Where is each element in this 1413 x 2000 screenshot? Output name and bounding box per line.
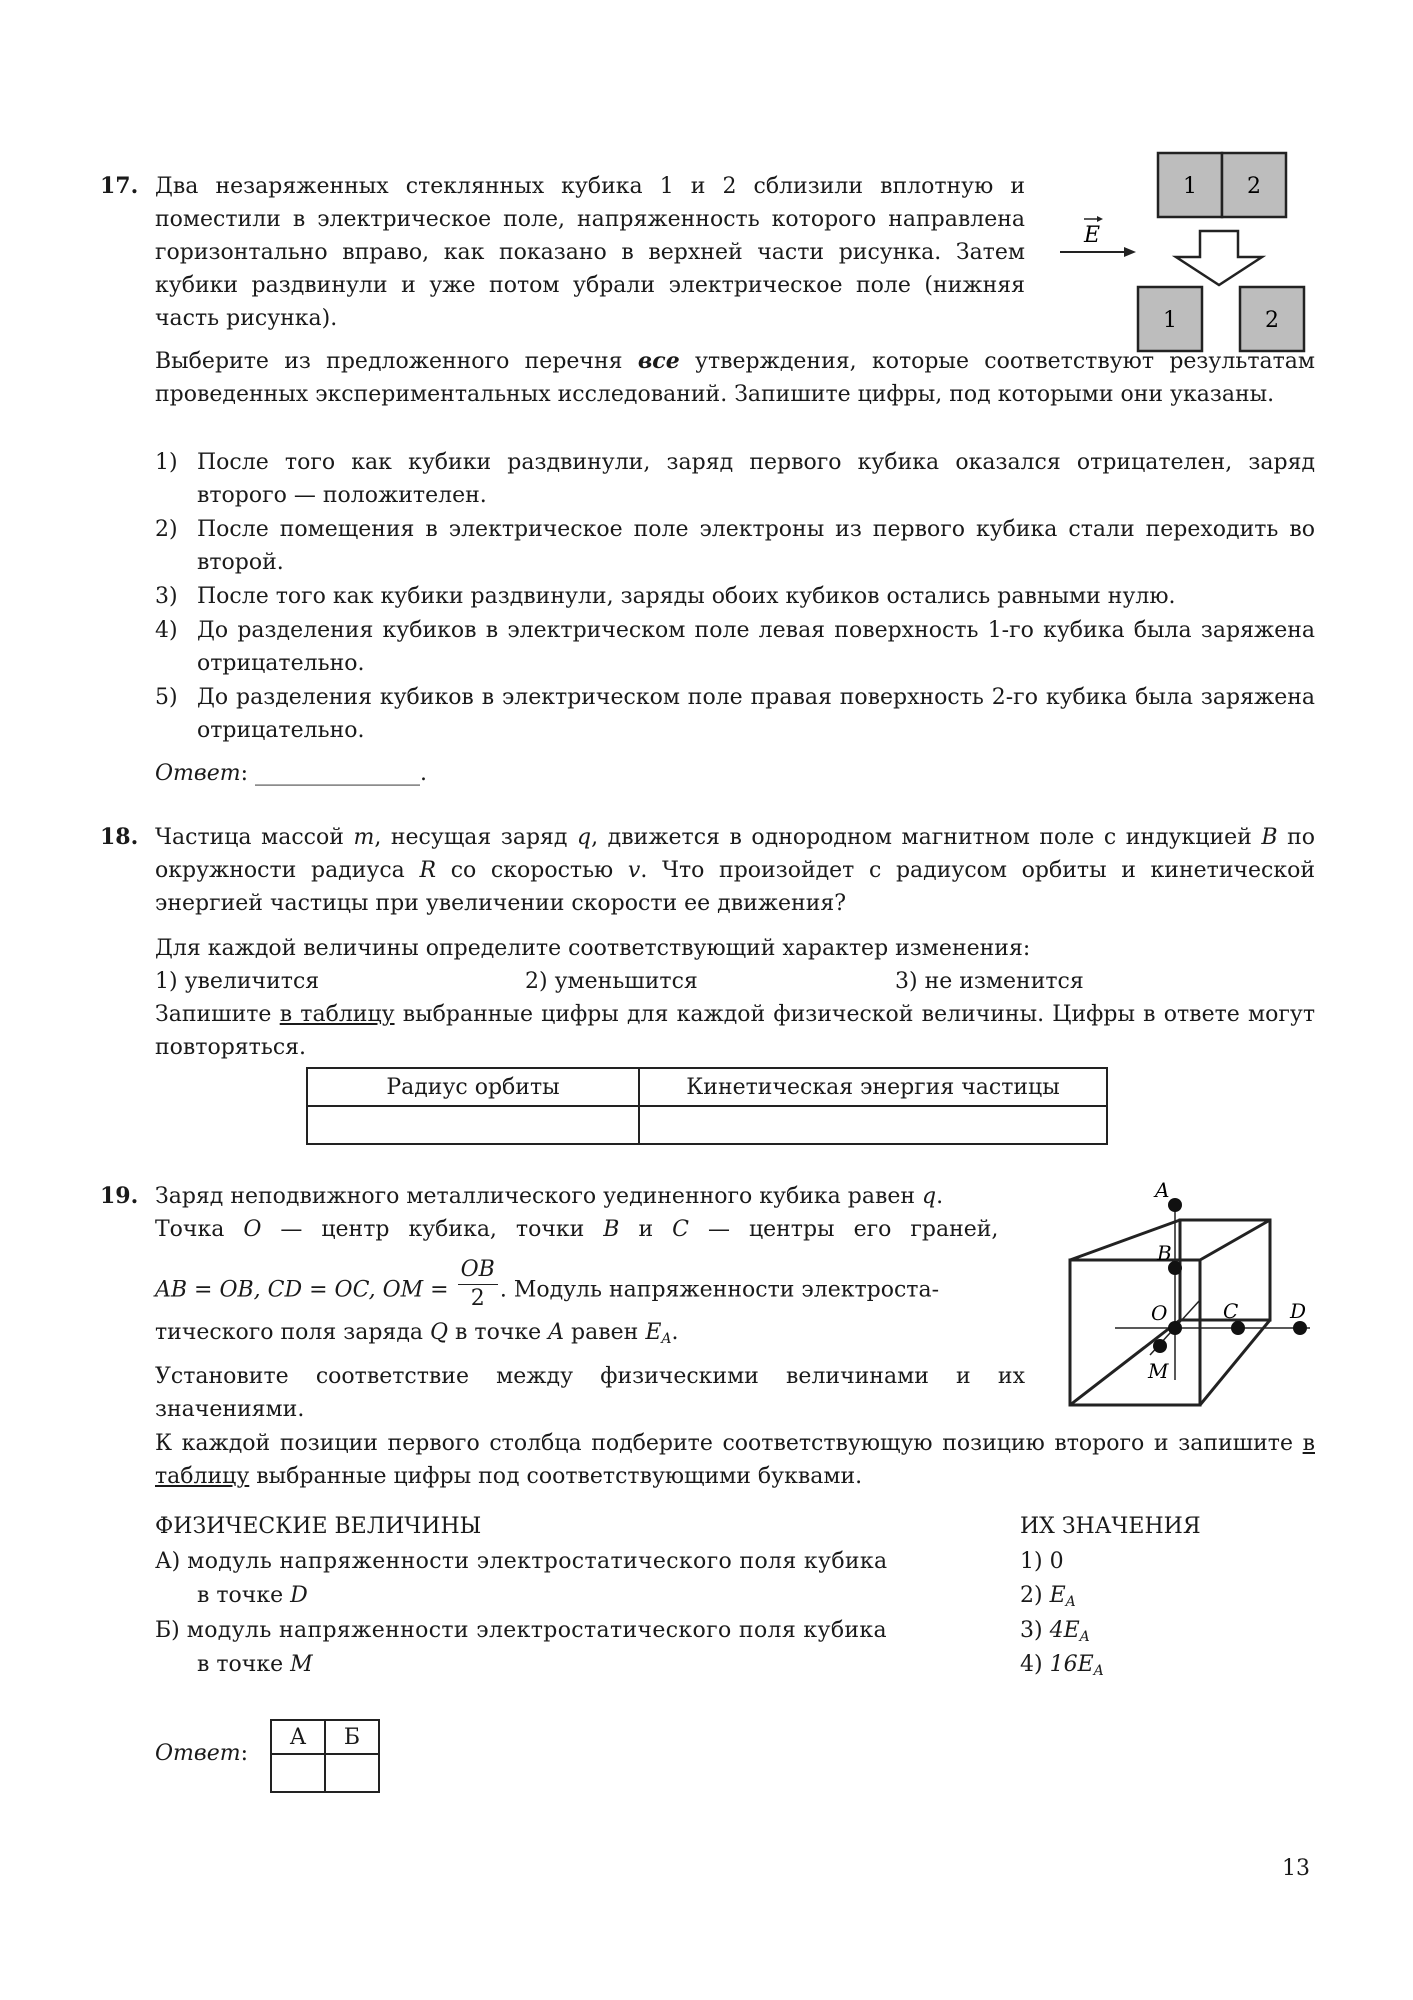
q17-option-2: 2) После помещения в электрическое поле электроны из первого кубика стали переходить во второй. [155,517,1315,575]
q19-answer-label: Ответ: [155,1741,249,1766]
q17-option-3: 3) После того как кубики раздвинули, заряды обоих кубиков остались равными нулю. [155,584,1176,609]
q18-choice-1: 1) увеличится [155,969,320,994]
q18-answer-table [306,1067,1108,1145]
point-A [1168,1198,1182,1212]
q19-right-item-2: 2) $E_A$ [1020,1583,1076,1610]
cube-1-bottom-label: 1 [1163,308,1177,333]
q18-answer-radius[interactable] [307,1106,639,1144]
cube-2-top-label: 2 [1247,174,1261,199]
label-A: A [1155,1178,1170,1202]
field-label: E [1083,223,1101,248]
label-D: D [1290,1299,1307,1323]
q18-answer-energy[interactable] [639,1106,1107,1144]
q19-left-item-A: А) модуль напряженности электростатического поля кубика [155,1549,888,1574]
q19-fraction: $\frac{OB}{2}$ [458,1256,498,1313]
q18-number: 18. [100,824,139,850]
q19-left-item-B: Б) модуль напряженности электростатического поля кубика [155,1618,888,1643]
q18-instruction: Для каждой величины определите соответствующий характер изменения: [155,936,1031,961]
q17-number: 17. [100,173,139,199]
q19-instruction: К каждой позиции первого столбца подберите соответствующую позицию второго и запишите в таблицу выбранные цифры под соответствующими буквами. [155,1431,1315,1489]
q19-line-3: AB = OB, CD = OC, OM = $\frac{OB}{2}$ . Модуль напряженности электроста- [155,1257,940,1311]
cube-2-bottom-label: 2 [1265,308,1279,333]
page-number: 13 [1282,1856,1310,1881]
label-O: O [1151,1301,1168,1325]
q18-write: Запишите в таблицу выбранные цифры для каждой физической величины. Цифры в ответе могут повторяться. [155,1002,1315,1060]
q19-right-header: ИХ ЗНАЧЕНИЯ [1020,1514,1201,1539]
q18-header-energy: Кинетическая энергия частицы [639,1068,1107,1106]
cube-1-top-label: 1 [1183,174,1197,199]
q19-right-item-3: 3) $4E_A$ [1020,1618,1090,1645]
q18-text: Частица массой m, несущая заряд q, движется в однородном магнитном поле с индукцией B по окружности радиуса R со скоростью v. Что произойдет с радиусом орбиты и кинетической энергией частицы при увеличении скорости ее движения? [155,825,1316,916]
q19-line-2: Точка O — центр кубика, точки B и C — центры его граней, [155,1217,999,1242]
q17-option-1: 1) После того как кубики раздвинули, заряд первого кубика оказался отрицателен, заряд второго — положителен. [155,450,1315,508]
q17-figure [1050,145,1320,360]
label-C: C [1223,1299,1239,1323]
q19-right-item-4: 4) $16E_A$ [1020,1652,1104,1679]
q17-option-5: 5) До разделения кубиков в электрическом поле правая поверхность 2-го кубика была заряжена отрицательно. [155,685,1315,743]
q19-line-1: Заряд неподвижного металлического уединенного кубика равен q. [155,1184,944,1209]
q19-answer-A[interactable] [271,1754,325,1792]
q19-left-item-A-point: в точке D [197,1583,308,1608]
label-B: B [1157,1241,1172,1265]
q19-left-item-B-point: в точке M [197,1652,313,1677]
q19-number: 19. [100,1183,139,1209]
point-O [1168,1321,1182,1335]
q18-choice-2: 2) уменьшится [525,969,698,994]
q17-answer: Ответ: _______________. [155,761,427,786]
point-M [1153,1339,1167,1353]
field-arrowhead [1124,247,1136,257]
label-M: M [1148,1359,1169,1383]
q19-equalities: AB = OB, CD = OC, OM = [155,1277,449,1303]
point-D [1293,1321,1307,1335]
q19-col-A: А [271,1720,325,1754]
q19-setup: Установите соответствие между физическими величинами и их значениями. [155,1364,1025,1422]
q19-answer-B[interactable] [325,1754,379,1792]
q19-answer-table [270,1719,380,1793]
q19-left-header: ФИЗИЧЕСКИЕ ВЕЛИЧИНЫ [155,1514,482,1539]
q17-intro: Два незаряженных стеклянных кубика 1 и 2 сблизили вплотную и поместили в электрическое поле, напряженность которого направлена горизонтально вправо, как показано в верхней части рисунка. Затем кубики раздвинули и уже потом убрали электрическое поле (нижняя часть рисунка). [155,174,1025,331]
q17-task: Выберите из предложенного перечня все утверждения, которые соответствуют результатам проведенных экспериментальных исследований. Запишите цифры, под которыми они указаны. [155,348,1315,407]
q19-cube-figure [1060,1170,1330,1415]
q17-option-4: 4) До разделения кубиков в электрическом поле левая поверхность 1-го кубика была заряжена отрицательно. [155,618,1315,676]
point-C [1231,1321,1245,1335]
q17-answer-field[interactable]: _______________. [255,761,427,786]
down-arrow [1176,231,1262,285]
q19-col-B: Б [325,1720,379,1754]
q19-right-item-1: 1) 0 [1020,1549,1064,1574]
q17-answer-label: Ответ [155,761,241,786]
q18-header-radius: Радиус орбиты [307,1068,639,1106]
q18-choice-3: 3) не изменится [895,969,1084,994]
q19-line-4: тического поля заряда Q в точке A равен $E_A$. [155,1320,679,1347]
